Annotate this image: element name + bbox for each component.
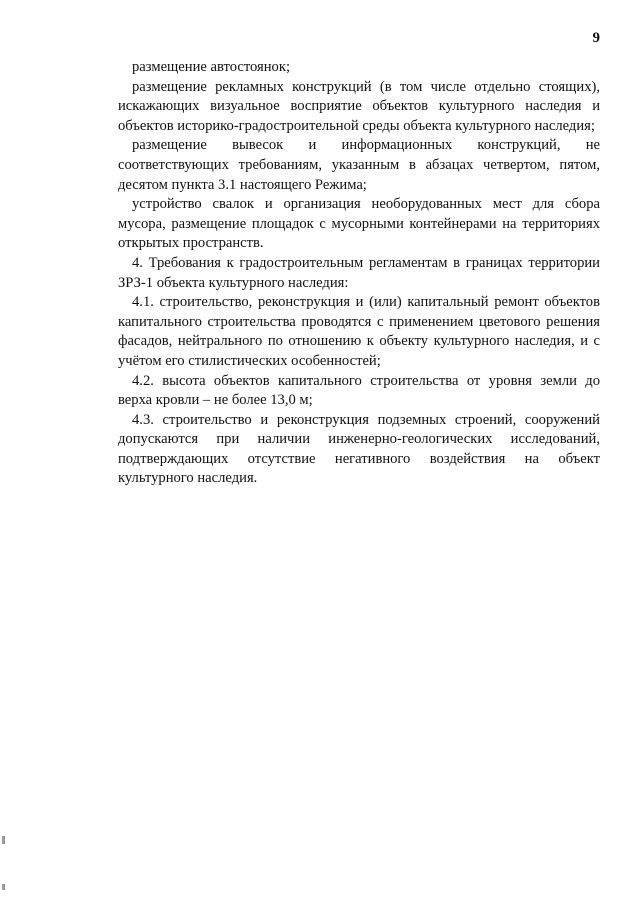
scan-edge-mark — [2, 884, 5, 890]
scan-edge-mark — [2, 836, 5, 844]
paragraph-section-4-heading: 4. Требования к градостроительным регламентам в границах территории ЗРЗ-1 объекта культурного наследия: — [118, 254, 600, 291]
document-body — [118, 58, 600, 489]
paragraph-parking: размещение автостоянок; — [132, 59, 291, 75]
paragraph-item-4-1: 4.1. строительство, реконструкция и (или) капитальный ремонт объектов капитального строительства проводятся с применением цветового решения фасадов, нейтрального по отношению к объекту культурного наследия, и с учётом его стилистических особенностей; — [118, 294, 600, 369]
page-number: 9 — [592, 30, 600, 46]
paragraph-dumps: устройство свалок и организация необорудованных мест для сбора мусора, размещение площадок с мусорными контейнерами на территориях открытых пространств. — [118, 196, 600, 252]
paragraph-item-4-3: 4.3. строительство и реконструкция подземных строений, сооружений допускаются при наличии инженерно-геологических исследований, подтверждающих отсутствие негативного воздействия на объект культурного наследия. — [118, 411, 600, 487]
paragraph-signboards: размещение вывесок и информационных конструкций, не соответствующих требованиям, указанным в абзацах четвертом, пятом, десятом пункта 3.1 настоящего Режима; — [118, 137, 600, 193]
paragraph-item-4-2: 4.2. высота объектов капитального строительства от уровня земли до верха кровли – не более 13,0 м; — [118, 372, 600, 409]
paragraph-advertising-structures: размещение рекламных конструкций (в том числе отдельно стоящих), искажающих визуальное восприятие объектов культурного наследия и объектов историко-градостроительной среды объекта культурного наследия; — [118, 78, 600, 134]
